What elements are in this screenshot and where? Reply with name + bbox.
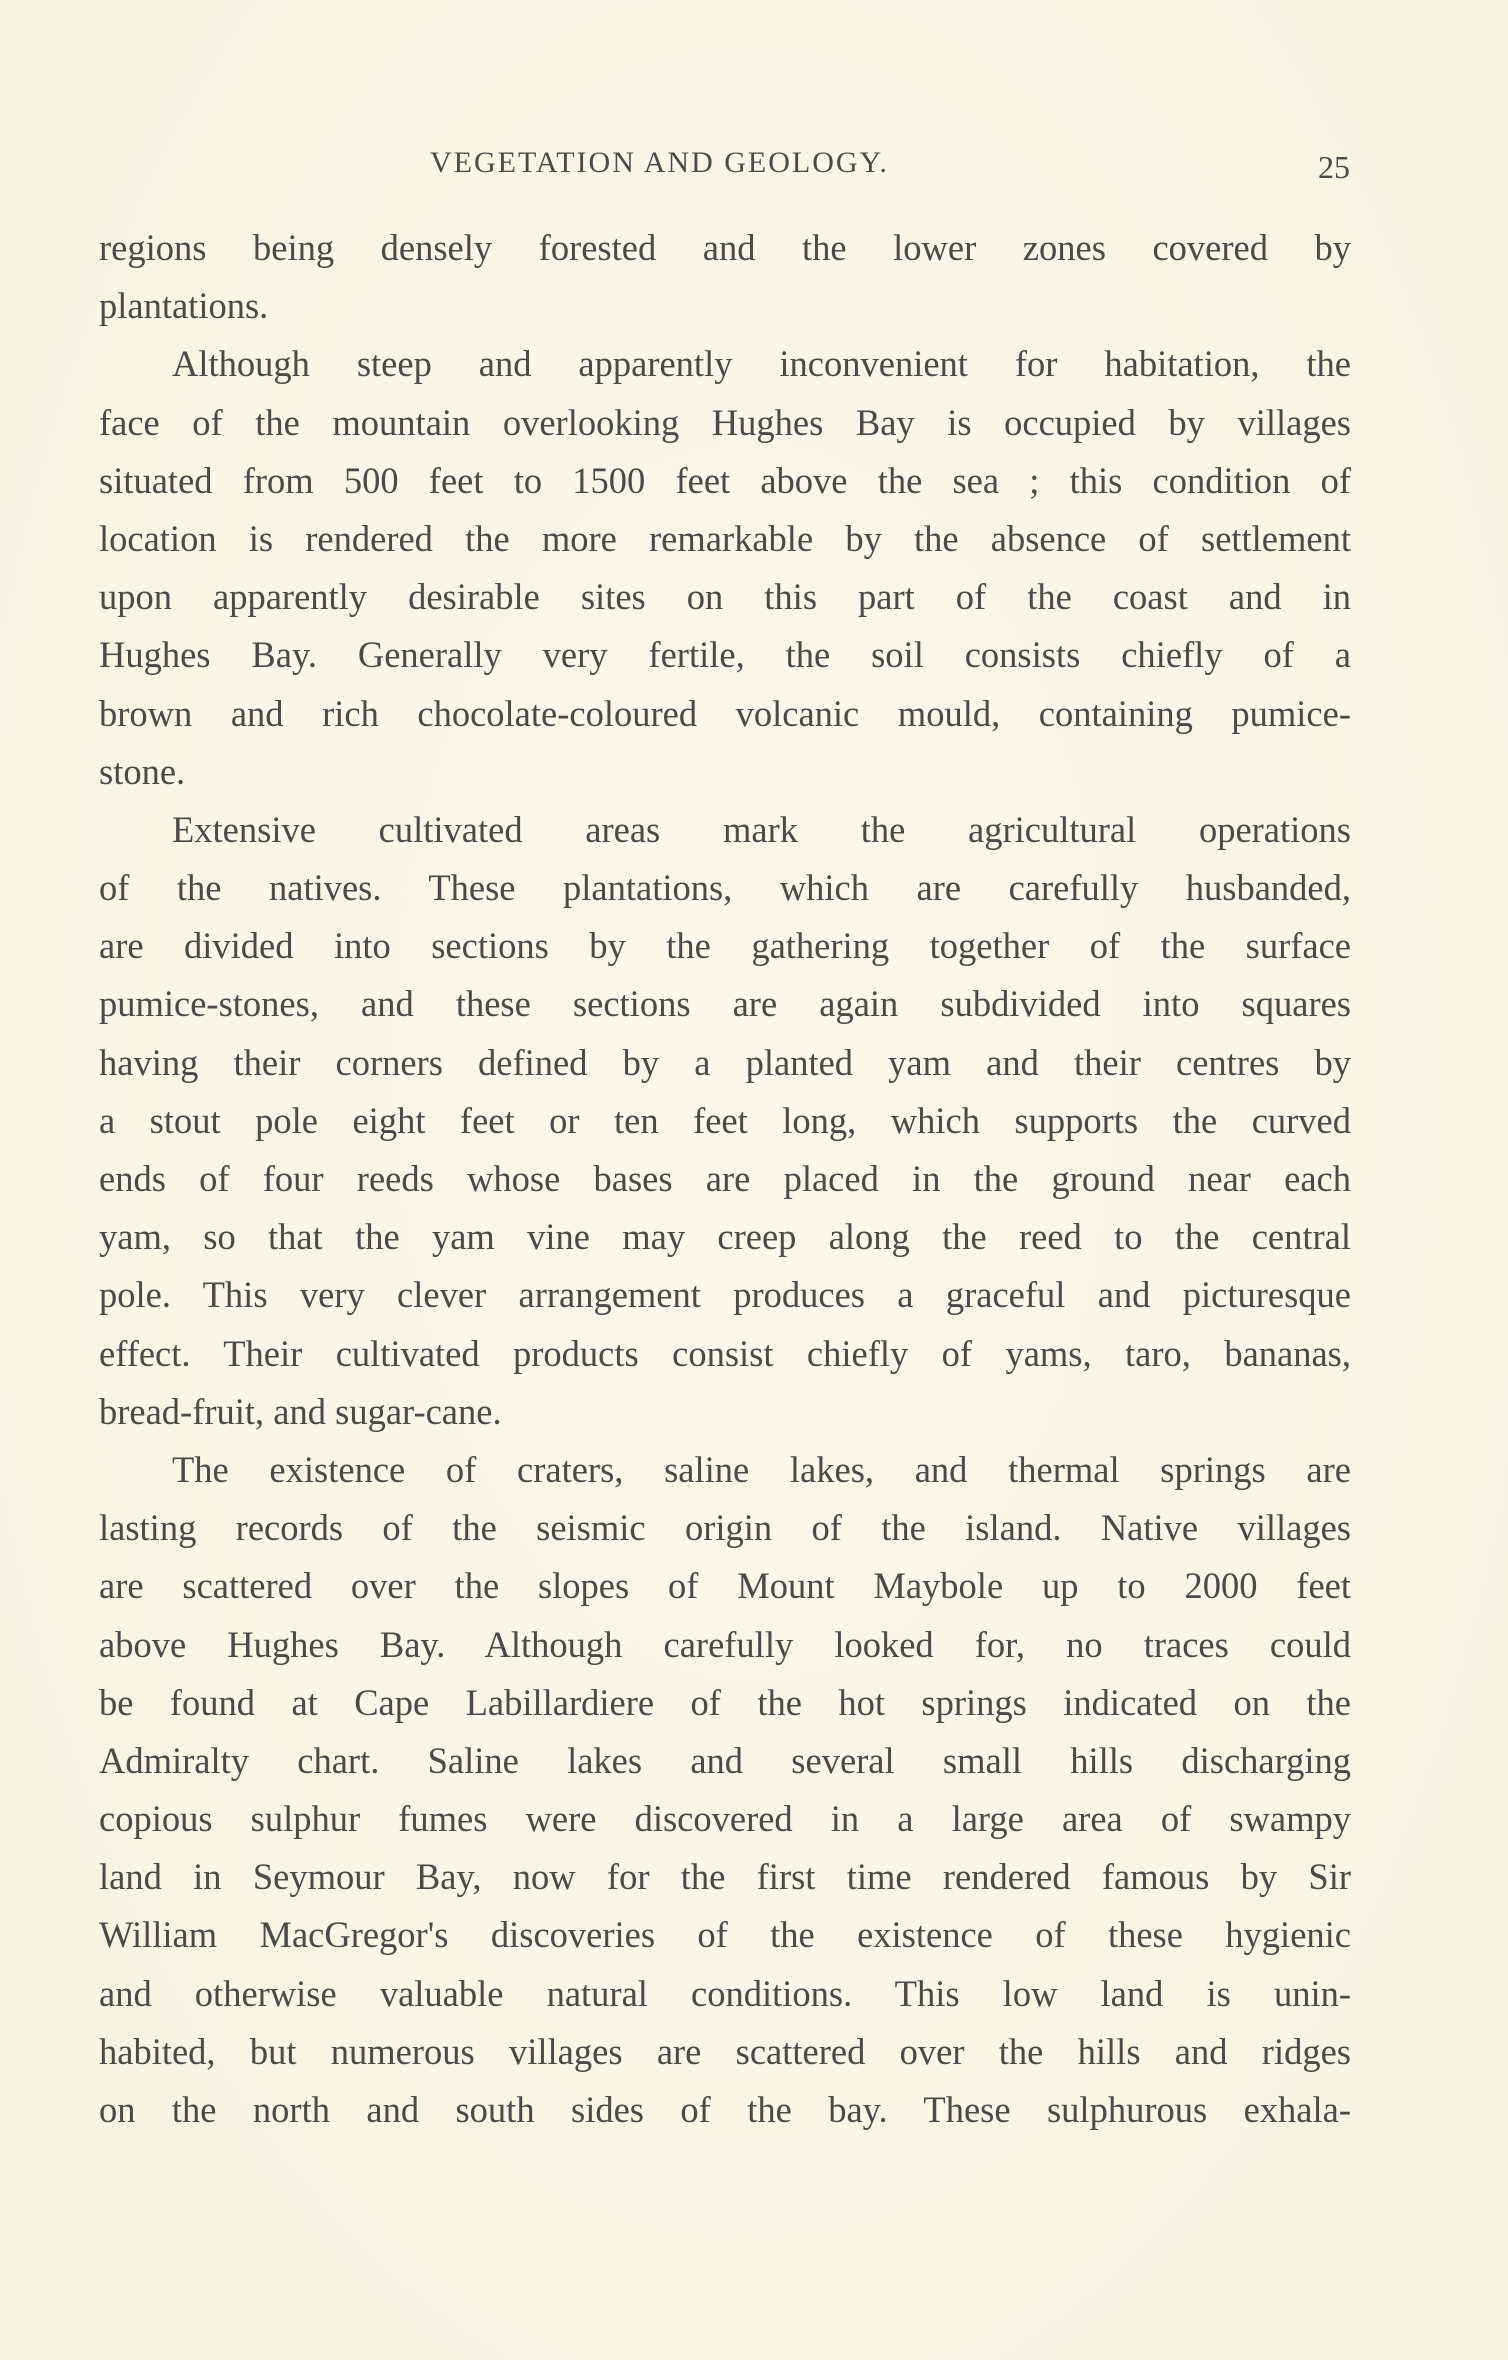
- text-line: situated from 500 feet to 1500 feet above the sea ; this condition of: [99, 459, 1351, 501]
- page-number: 25: [1318, 149, 1350, 185]
- text-line: Extensive cultivated areas mark the agricultural operations: [172, 808, 1351, 850]
- text-line: be found at Cape Labillardiere of the hot springs indicated on the: [99, 1681, 1351, 1723]
- running-head: [0, 140, 1508, 190]
- text-line: pumice-stones, and these sections are again subdivided into squares: [99, 983, 1351, 1025]
- text-line: regions being densely forested and the lower zones covered by: [99, 227, 1351, 268]
- text-line: of the natives. These plantations, which are carefully husbanded,: [99, 867, 1351, 909]
- text-line: lasting records of the seismic origin of the island. Native villages: [99, 1507, 1351, 1549]
- body-text: [99, 222, 1351, 2142]
- text-line: on the north and south sides of the bay. These sulphurous exhala-: [99, 2089, 1351, 2130]
- text-line: copious sulphur fumes were discovered in a large area of swampy: [99, 1798, 1351, 1840]
- text-line: Admiralty chart. Saline lakes and several small hills discharging: [99, 1739, 1351, 1781]
- text-line: upon apparently desirable sites on this part of the coast and in: [99, 576, 1351, 618]
- text-line: face of the mountain overlooking Hughes Bay is occupied by villages: [99, 401, 1351, 443]
- text-line: are divided into sections by the gathering together of the surface: [99, 925, 1351, 967]
- text-line: The existence of craters, saline lakes, and thermal springs are: [172, 1448, 1351, 1490]
- text-line: effect. Their cultivated products consist chiefly of yams, taro, bananas,: [99, 1332, 1351, 1374]
- text-line: bread-fruit, and sugar-cane.: [99, 1390, 502, 1432]
- text-line: plantations.: [99, 285, 269, 327]
- text-line: above Hughes Bay. Although carefully looked for, no traces could: [99, 1623, 1351, 1665]
- text-line: Hughes Bay. Generally very fertile, the soil consists chiefly of a: [99, 634, 1351, 676]
- text-line: location is rendered the more remarkable by the absence of settlement: [99, 517, 1351, 559]
- text-line: are scattered over the slopes of Mount Maybole up to 2000 feet: [99, 1565, 1351, 1607]
- text-line: and otherwise valuable natural conditions. This low land is unin-: [99, 1972, 1351, 2014]
- text-line: a stout pole eight feet or ten feet long, which supports the curved: [99, 1099, 1351, 1141]
- text-line: pole. This very clever arrangement produces a graceful and picturesque: [99, 1274, 1351, 1316]
- text-line: Although steep and apparently inconvenient for habitation, the: [172, 343, 1351, 385]
- text-line: ends of four reeds whose bases are placed in the ground near each: [99, 1158, 1351, 1199]
- text-line: having their corners defined by a planted yam and their centres by: [99, 1041, 1351, 1083]
- text-line: yam, so that the yam vine may creep along the reed to the central: [99, 1216, 1351, 1258]
- text-line: William MacGregor's discoveries of the existence of these hygienic: [99, 1914, 1351, 1956]
- text-line: land in Seymour Bay, now for the first time rendered famous by Sir: [99, 1856, 1351, 1898]
- text-line: brown and rich chocolate-coloured volcanic mould, containing pumice-: [99, 692, 1351, 734]
- text-line: habited, but numerous villages are scattered over the hills and ridges: [99, 2030, 1351, 2072]
- running-title: VEGETATION AND GEOLOGY.: [430, 146, 889, 179]
- text-line: stone.: [99, 750, 186, 792]
